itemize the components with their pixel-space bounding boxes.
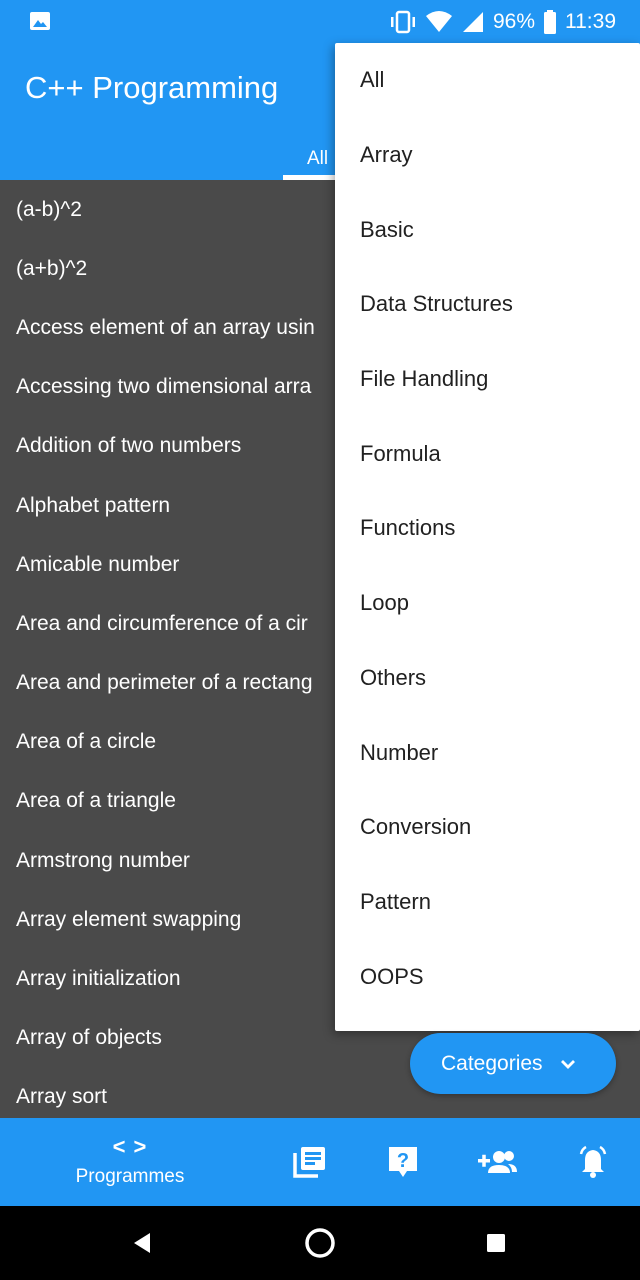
category-menu-item[interactable]: Basic [360, 216, 414, 242]
nav-notifications[interactable] [568, 1118, 618, 1206]
add-group-icon [478, 1149, 518, 1175]
category-dropdown-menu [335, 43, 640, 1031]
nav-library[interactable] [284, 1118, 334, 1206]
category-menu-item[interactable]: Conversion [360, 814, 472, 840]
categories-button[interactable] [410, 1033, 616, 1094]
nav-programmes[interactable] [60, 1118, 200, 1206]
program-list-item[interactable]: Array initialization [16, 967, 181, 991]
category-menu-item[interactable]: Loop [360, 590, 409, 616]
recents-button[interactable] [474, 1206, 518, 1280]
notification-bell-icon [576, 1145, 610, 1179]
back-button[interactable] [120, 1206, 164, 1280]
recents-icon [486, 1233, 506, 1253]
wifi-icon [425, 10, 453, 34]
program-list-item[interactable]: Array of objects [16, 1026, 162, 1050]
program-list-item[interactable]: (a+b)^2 [16, 256, 88, 280]
category-menu-item[interactable]: Formula [360, 440, 441, 466]
program-list-item[interactable]: Area of a triangle [16, 789, 176, 813]
signal-icon [461, 10, 485, 34]
category-menu-item[interactable]: OOPS [360, 963, 424, 989]
category-menu-item[interactable]: Pattern [360, 888, 431, 914]
nav-programmes-label: Programmes [75, 1166, 185, 1187]
code-icon: < > [112, 1134, 148, 1159]
vibrate-icon [389, 10, 417, 34]
category-menu-item[interactable]: Functions [360, 515, 456, 541]
program-list-item[interactable]: Addition of two numbers [16, 434, 242, 458]
program-list-item[interactable]: Area and perimeter of a rectang [16, 671, 313, 695]
tab-all[interactable]: All [307, 148, 329, 169]
status-bar [0, 0, 640, 44]
program-list-item[interactable]: Alphabet pattern [16, 493, 171, 517]
program-list-item[interactable]: Amicable number [16, 552, 180, 576]
library-books-icon [292, 1146, 326, 1178]
question-icon [387, 1145, 419, 1179]
system-navigation-bar [0, 1206, 640, 1280]
chevron-down-icon [559, 1058, 577, 1070]
program-list-item[interactable]: Access element of an array usin [16, 315, 315, 339]
program-list-item[interactable]: (a-b)^2 [16, 197, 82, 221]
program-list-item[interactable]: Array element swapping [16, 907, 242, 931]
battery-icon [543, 10, 557, 34]
category-menu-item[interactable]: File Handling [360, 366, 489, 392]
app-title: C++ Programming [25, 70, 279, 105]
home-icon [304, 1227, 336, 1259]
program-list-item[interactable]: Array sort [16, 1085, 108, 1109]
program-list-item[interactable]: Armstrong number [16, 848, 190, 872]
home-button[interactable] [298, 1206, 342, 1280]
clock: 11:39 [565, 10, 616, 33]
category-menu-item[interactable]: Data Structures [360, 291, 513, 317]
back-icon [132, 1232, 152, 1254]
program-list-item[interactable]: Accessing two dimensional arra [16, 375, 312, 399]
battery-percent: 96% [492, 10, 535, 33]
categories-button-label: Categories [441, 1051, 543, 1075]
gallery-icon [30, 12, 50, 30]
category-menu-item[interactable]: Number [360, 739, 439, 765]
category-menu-item[interactable]: Others [360, 664, 427, 690]
program-list-item[interactable]: Area of a circle [16, 730, 157, 754]
nav-questions[interactable] [378, 1118, 428, 1206]
nav-invite[interactable] [472, 1118, 524, 1206]
category-menu-item[interactable]: All [360, 67, 385, 93]
bottom-navigation [0, 1118, 640, 1206]
svg-text:?: ? [396, 1150, 410, 1172]
program-list-item[interactable]: Area and circumference of a cir [16, 611, 308, 635]
category-menu-item[interactable]: Array [360, 142, 413, 168]
